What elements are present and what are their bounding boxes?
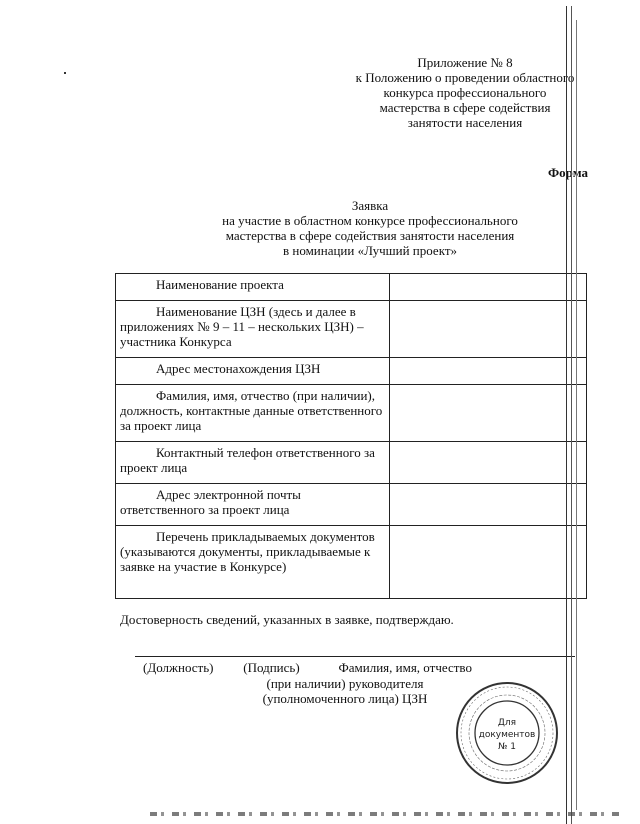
table-row [116,301,587,358]
row-label: Адрес электронной почты ответственного за проект лица [116,484,390,526]
row-value[interactable] [389,484,571,526]
title-line: на участие в областном конкурсе профессионального [222,213,518,228]
row-value[interactable] [389,526,571,599]
row-label: Наименование проекта [116,274,390,301]
name-label: Фамилия, имя, отчество [338,660,472,675]
row-margin-cell [571,301,586,358]
row-margin-cell [571,274,586,301]
table-row [116,358,587,385]
scan-margin-line [571,6,572,824]
scan-margin-line [566,6,567,824]
document-title [180,198,560,258]
sublabel-line: (уполномоченного лица) ЦЗН [262,691,428,706]
row-label: Наименование ЦЗН (здесь и далее в приложениях № 9 – 11 – нескольких ЦЗН) – участника Конкурса [116,301,390,358]
table-row [116,526,587,599]
form-label: Форма [548,165,588,180]
sublabel-line: (при наличии) руководителя [266,676,424,691]
signature-line [135,656,575,657]
title-line: Заявка [351,198,389,213]
appendix-line: мастерства в сфере содействия [379,100,551,115]
row-label: Перечень прикладываемых документов (указываются документы, прикладываемые к заявке на участие в Конкурсе) [116,526,390,599]
table-row [116,385,587,442]
appendix-line: занятости населения [407,115,523,130]
stamp-text: документов [478,730,536,740]
row-value[interactable] [389,385,571,442]
row-label: Фамилия, имя, отчество (при наличии), должность, контактные данные ответственного за проект лица [116,385,390,442]
row-margin-cell [571,385,586,442]
signature-label: (Подпись) [243,660,300,675]
scan-margin-line [576,20,577,810]
row-label: Адрес местонахождения ЦЗН [116,358,390,385]
appendix-header [330,55,600,130]
row-label: Контактный телефон ответственного за проект лица [116,442,390,484]
appendix-line: конкурса профессионального [383,85,547,100]
signature-labels [143,660,472,675]
row-value[interactable] [389,358,571,385]
appendix-line: Приложение № 8 [417,55,513,70]
title-line: в номинации «Лучший проект» [282,243,458,258]
row-margin-cell [571,358,586,385]
signature-sublabel [230,676,460,706]
row-value[interactable] [389,301,571,358]
row-value[interactable] [389,442,571,484]
row-value[interactable] [389,274,571,301]
table-row [116,274,587,301]
scan-speck [64,72,66,74]
table-row [116,442,587,484]
table-row [116,484,587,526]
row-margin-cell [571,526,586,599]
stamp-graphic [454,680,560,786]
confirmation-text: Достоверность сведений, указанных в заявке, подтверждаю. [120,612,454,627]
scan-bottom-noise [150,812,620,816]
appendix-line: к Положению о проведении областного [355,70,575,85]
stamp-text: № 1 [498,742,516,752]
application-table [115,273,587,599]
position-label: (Должность) [143,660,214,675]
round-stamp [454,680,560,786]
row-margin-cell [571,484,586,526]
stamp-text: Для [497,718,517,728]
title-line: мастерства в сфере содействия занятости населения [225,228,515,243]
row-margin-cell [571,442,586,484]
